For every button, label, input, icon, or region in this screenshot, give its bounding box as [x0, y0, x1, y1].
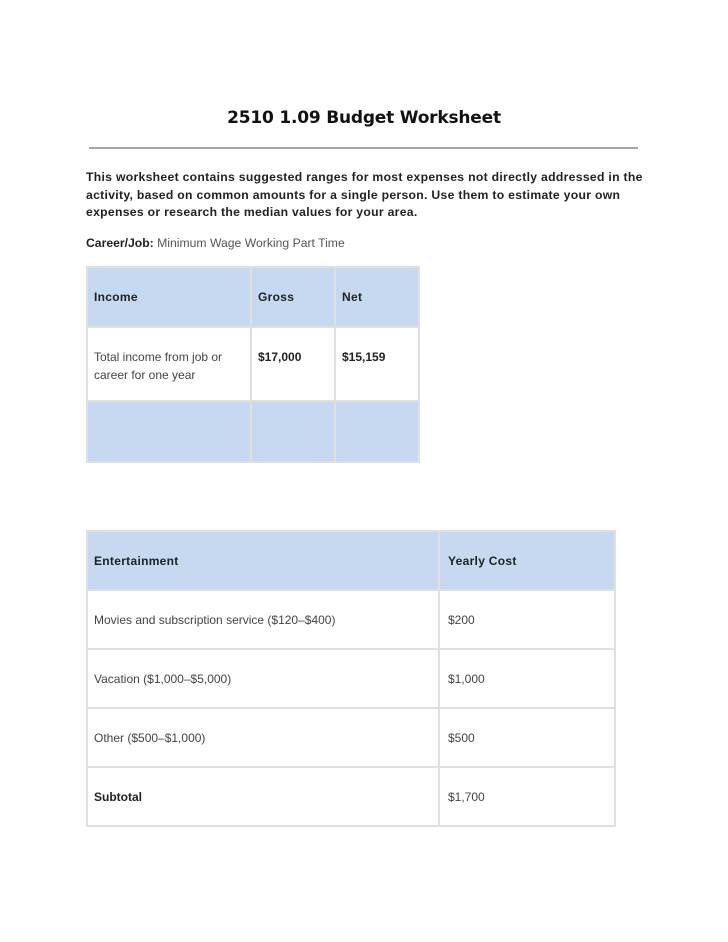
career-value: Minimum Wage Working Part Time	[157, 236, 345, 250]
expense-label: Movies and subscription service ($120–$400)	[87, 590, 439, 649]
table-row-empty	[87, 401, 419, 462]
entertainment-table	[86, 530, 616, 827]
table-row	[87, 327, 419, 401]
entertainment-header-row	[87, 531, 615, 590]
table-row	[87, 708, 615, 767]
table-row	[87, 649, 615, 708]
empty-cell	[335, 401, 419, 462]
income-header-income: Income	[87, 267, 251, 327]
expense-cost: $500	[439, 708, 615, 767]
entertainment-header-cost: Yearly Cost	[439, 531, 615, 590]
expense-cost: $200	[439, 590, 615, 649]
empty-cell	[251, 401, 335, 462]
subtotal-label: Subtotal	[87, 767, 439, 826]
income-row-gross: $17,000	[251, 327, 335, 401]
expense-label: Other ($500–$1,000)	[87, 708, 439, 767]
income-table	[86, 266, 420, 463]
income-row-net: $15,159	[335, 327, 419, 401]
expense-cost: $1,000	[439, 649, 615, 708]
title-divider	[89, 147, 638, 149]
income-row-label: Total income from job or career for one year	[87, 327, 251, 401]
income-header-net: Net	[335, 267, 419, 327]
empty-cell	[87, 401, 251, 462]
subtotal-value: $1,700	[439, 767, 615, 826]
career-label: Career/Job:	[86, 236, 154, 250]
career-line	[86, 236, 345, 250]
table-row	[87, 590, 615, 649]
entertainment-header-label: Entertainment	[87, 531, 439, 590]
income-header-row	[87, 267, 419, 327]
page-title: 2510 1.09 Budget Worksheet	[227, 108, 501, 128]
expense-label: Vacation ($1,000–$5,000)	[87, 649, 439, 708]
intro-paragraph: This worksheet contains suggested ranges for most expenses not directly addressed in the activity, based on common amounts for a single person. Use them to estimate your own expenses or research the median values for your area.	[86, 170, 643, 219]
subtotal-row	[87, 767, 615, 826]
income-header-gross: Gross	[251, 267, 335, 327]
